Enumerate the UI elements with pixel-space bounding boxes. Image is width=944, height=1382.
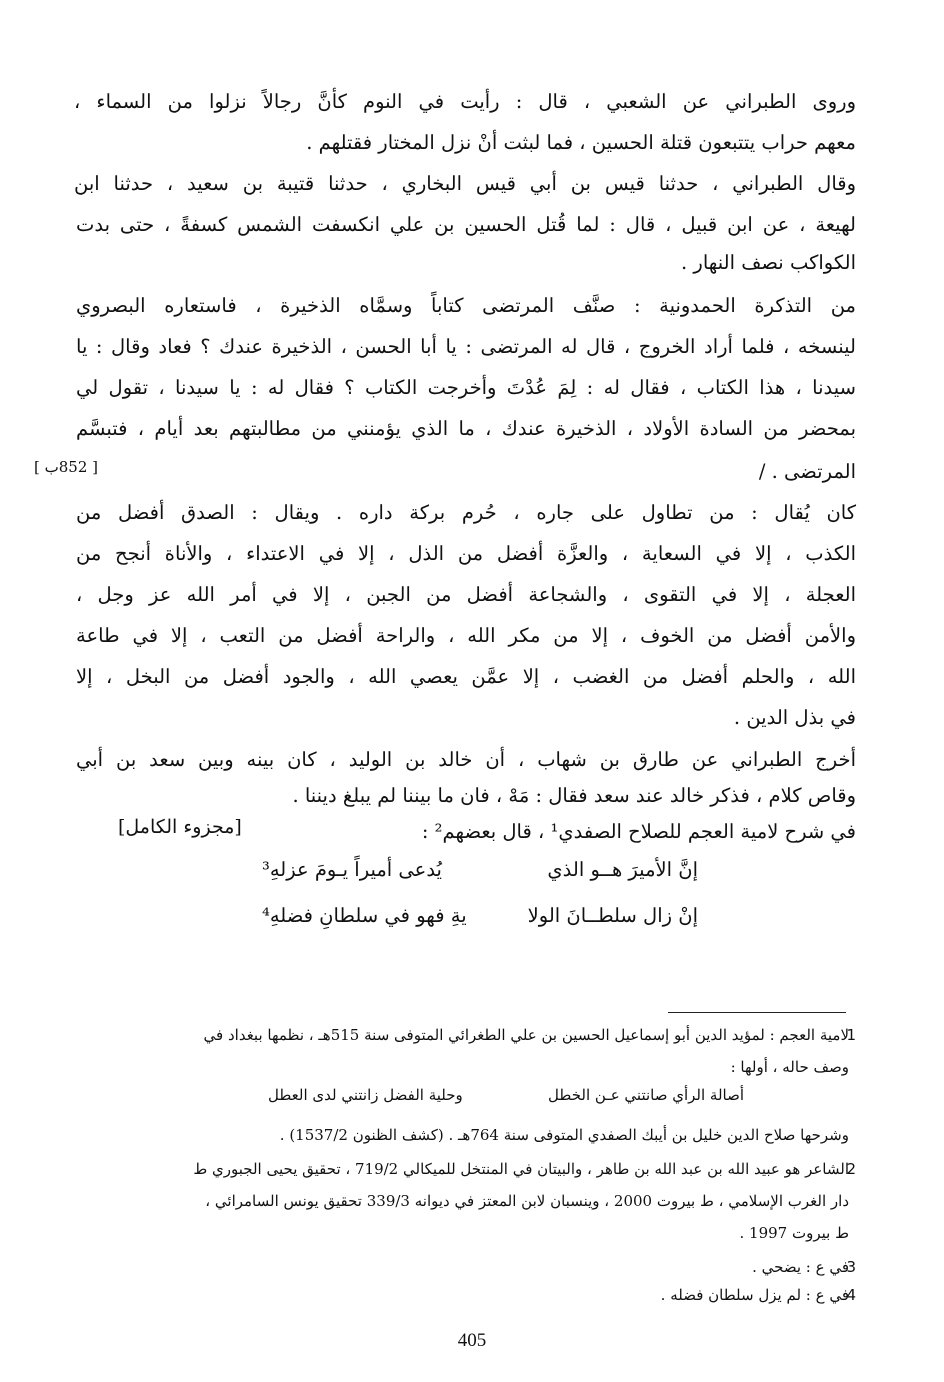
footnote-separator (668, 1012, 846, 1013)
body-line: معهم حراب يتتبعون قتلة الحسين ، فما لبثت أنْ نزل المختار فقتلهم . (306, 131, 856, 154)
poem-hemistich-right: إنَّ الأميرَ هــو الذي (547, 858, 698, 881)
footnote-number: 4 (846, 1286, 856, 1304)
body-line: العجلة ، إلا في التقوى ، والشجاعة أفضل من الجبن ، إلا في أمر الله عز وجل ، (76, 583, 856, 606)
body-line: المرتضى . / (758, 460, 856, 483)
footnote-number: 1 (846, 1026, 856, 1044)
footnote-verse-right: أصالة الرأي صانتني عـن الخطل (548, 1086, 744, 1104)
body-line: في شرح لامية العجم للصلاح الصفدي¹ ، قال بعضهم² : (421, 820, 856, 843)
body-line: الله ، والحلم أفضل من الغضب ، إلا عمَّن يعصي الله ، والجود أفضل من البخل ، إلا (76, 665, 856, 688)
body-line: لهيعة ، عن ابن قبيل ، قال : لما قُتل الحسين بن علي انكسفت الشمس كسفةً ، حتى بدت (76, 213, 856, 236)
footnote-line: لامية العجم : لمؤيد الدين أبو إسماعيل الحسين بن علي الطغرائي المتوفى سنة 515هـ ، نظمها ببغداد في (203, 1026, 849, 1044)
body-line: وقاص كلام ، فذكر خالد عند سعد فقال : مَهْ ، فان ما بيننا لم يبلغ ديننا . (292, 784, 856, 807)
manuscript-folio-ref: [ 852ب ] (34, 458, 99, 476)
meter-label: [مجزوء الكامل] (118, 816, 242, 838)
footnote-line: الشاعر هو عبيد الله بن عبد الله بن طاهر ، والبيتان في المنتخل للميكالي 719/2 ، تحقيق يحيى الجبوري ط (193, 1160, 849, 1178)
body-line: وروى الطبراني عن الشعبي ، قال : رأيت في النوم كأنَّ رجالاً نزلوا من السماء ، (74, 90, 856, 113)
body-line: من التذكرة الحمدونية : صنَّف المرتضى كتاباً وسمَّاه الذخيرة ، فاستعاره البصروي (76, 294, 856, 317)
footnote-number: 3 (846, 1258, 856, 1276)
footnote-line: وشرحها صلاح الدين خليل بن أيبك الصفدي المتوفى سنة 764هـ . (كشف الظنون 1537/2) . (279, 1126, 849, 1144)
poem-hemistich-left: يُدعى أميراً يـومَ عزلهِ³ (262, 858, 442, 881)
body-line: لينسخه ، فلما أراد الخروج ، قال له المرتضى : يا أبا الحسن ، الذخيرة عندك ؟ فعاد وقال : يا (76, 335, 856, 358)
footnote-line: في ع : لم يزل سلطان فضله . (660, 1286, 849, 1304)
body-line: الكواكب نصف النهار . (681, 251, 856, 274)
footnote-line: وصف حاله ، أولها : (730, 1058, 849, 1076)
body-line: وقال الطبراني ، حدثنا قيس بن أبي قيس البخاري ، حدثنا قتيبة بن سعيد ، حدثنا ابن (74, 172, 856, 195)
footnote-verse-left: وحلية الفضل زانتني لدى العطل (268, 1086, 463, 1104)
page-number: 405 (457, 1330, 487, 1351)
body-line: سيدنا ، هذا الكتاب ، فقال له : لِمَ عُدْتَ وأخرجت الكتاب ؟ فقال له : يا سيدنا ، تقول لي (76, 376, 856, 399)
poem-hemistich-left: يةِ فهو في سلطانِ فضلهِ⁴ (262, 904, 467, 927)
body-line: والأمن أفضل من الخوف ، إلا من مكر الله ، والراحة أفضل من التعب ، إلا في طاعة (76, 624, 856, 647)
body-line: أخرج الطبراني عن طارق بن شهاب ، أن خالد بن الوليد ، كان بينه وبين سعد بن أبي (76, 748, 856, 771)
body-line: في بذل الدين . (733, 706, 856, 729)
body-line: كان يُقال : من تطاول على جاره ، حُرم بركة داره . ويقال : الصدق أفضل من (76, 501, 856, 524)
poem-hemistich-right: إنْ زال سلطــانَ الولا (527, 904, 698, 927)
footnote-line: ط بيروت 1997 . (739, 1224, 849, 1242)
footnote-line: في ع : يضحي . (752, 1258, 849, 1276)
body-line: الكذب ، إلا في السعاية ، والعزَّة أفضل من الذل ، إلا في الاعتداء ، والأناة أنجح من (76, 542, 856, 565)
footnote-line: دار الغرب الإسلامي ، ط بيروت 2000 ، وينسبان لابن المعتز في ديوانه 339/3 تحقيق يونس السامرائي ، (205, 1192, 849, 1210)
footnote-number: 2 (846, 1160, 856, 1178)
body-line: بمحضر من السادة الأولاد ، الذخيرة عندك ، ما الذي يؤمنني من مطالبتهم بعد أيام ، فتبسَّم (76, 417, 856, 440)
